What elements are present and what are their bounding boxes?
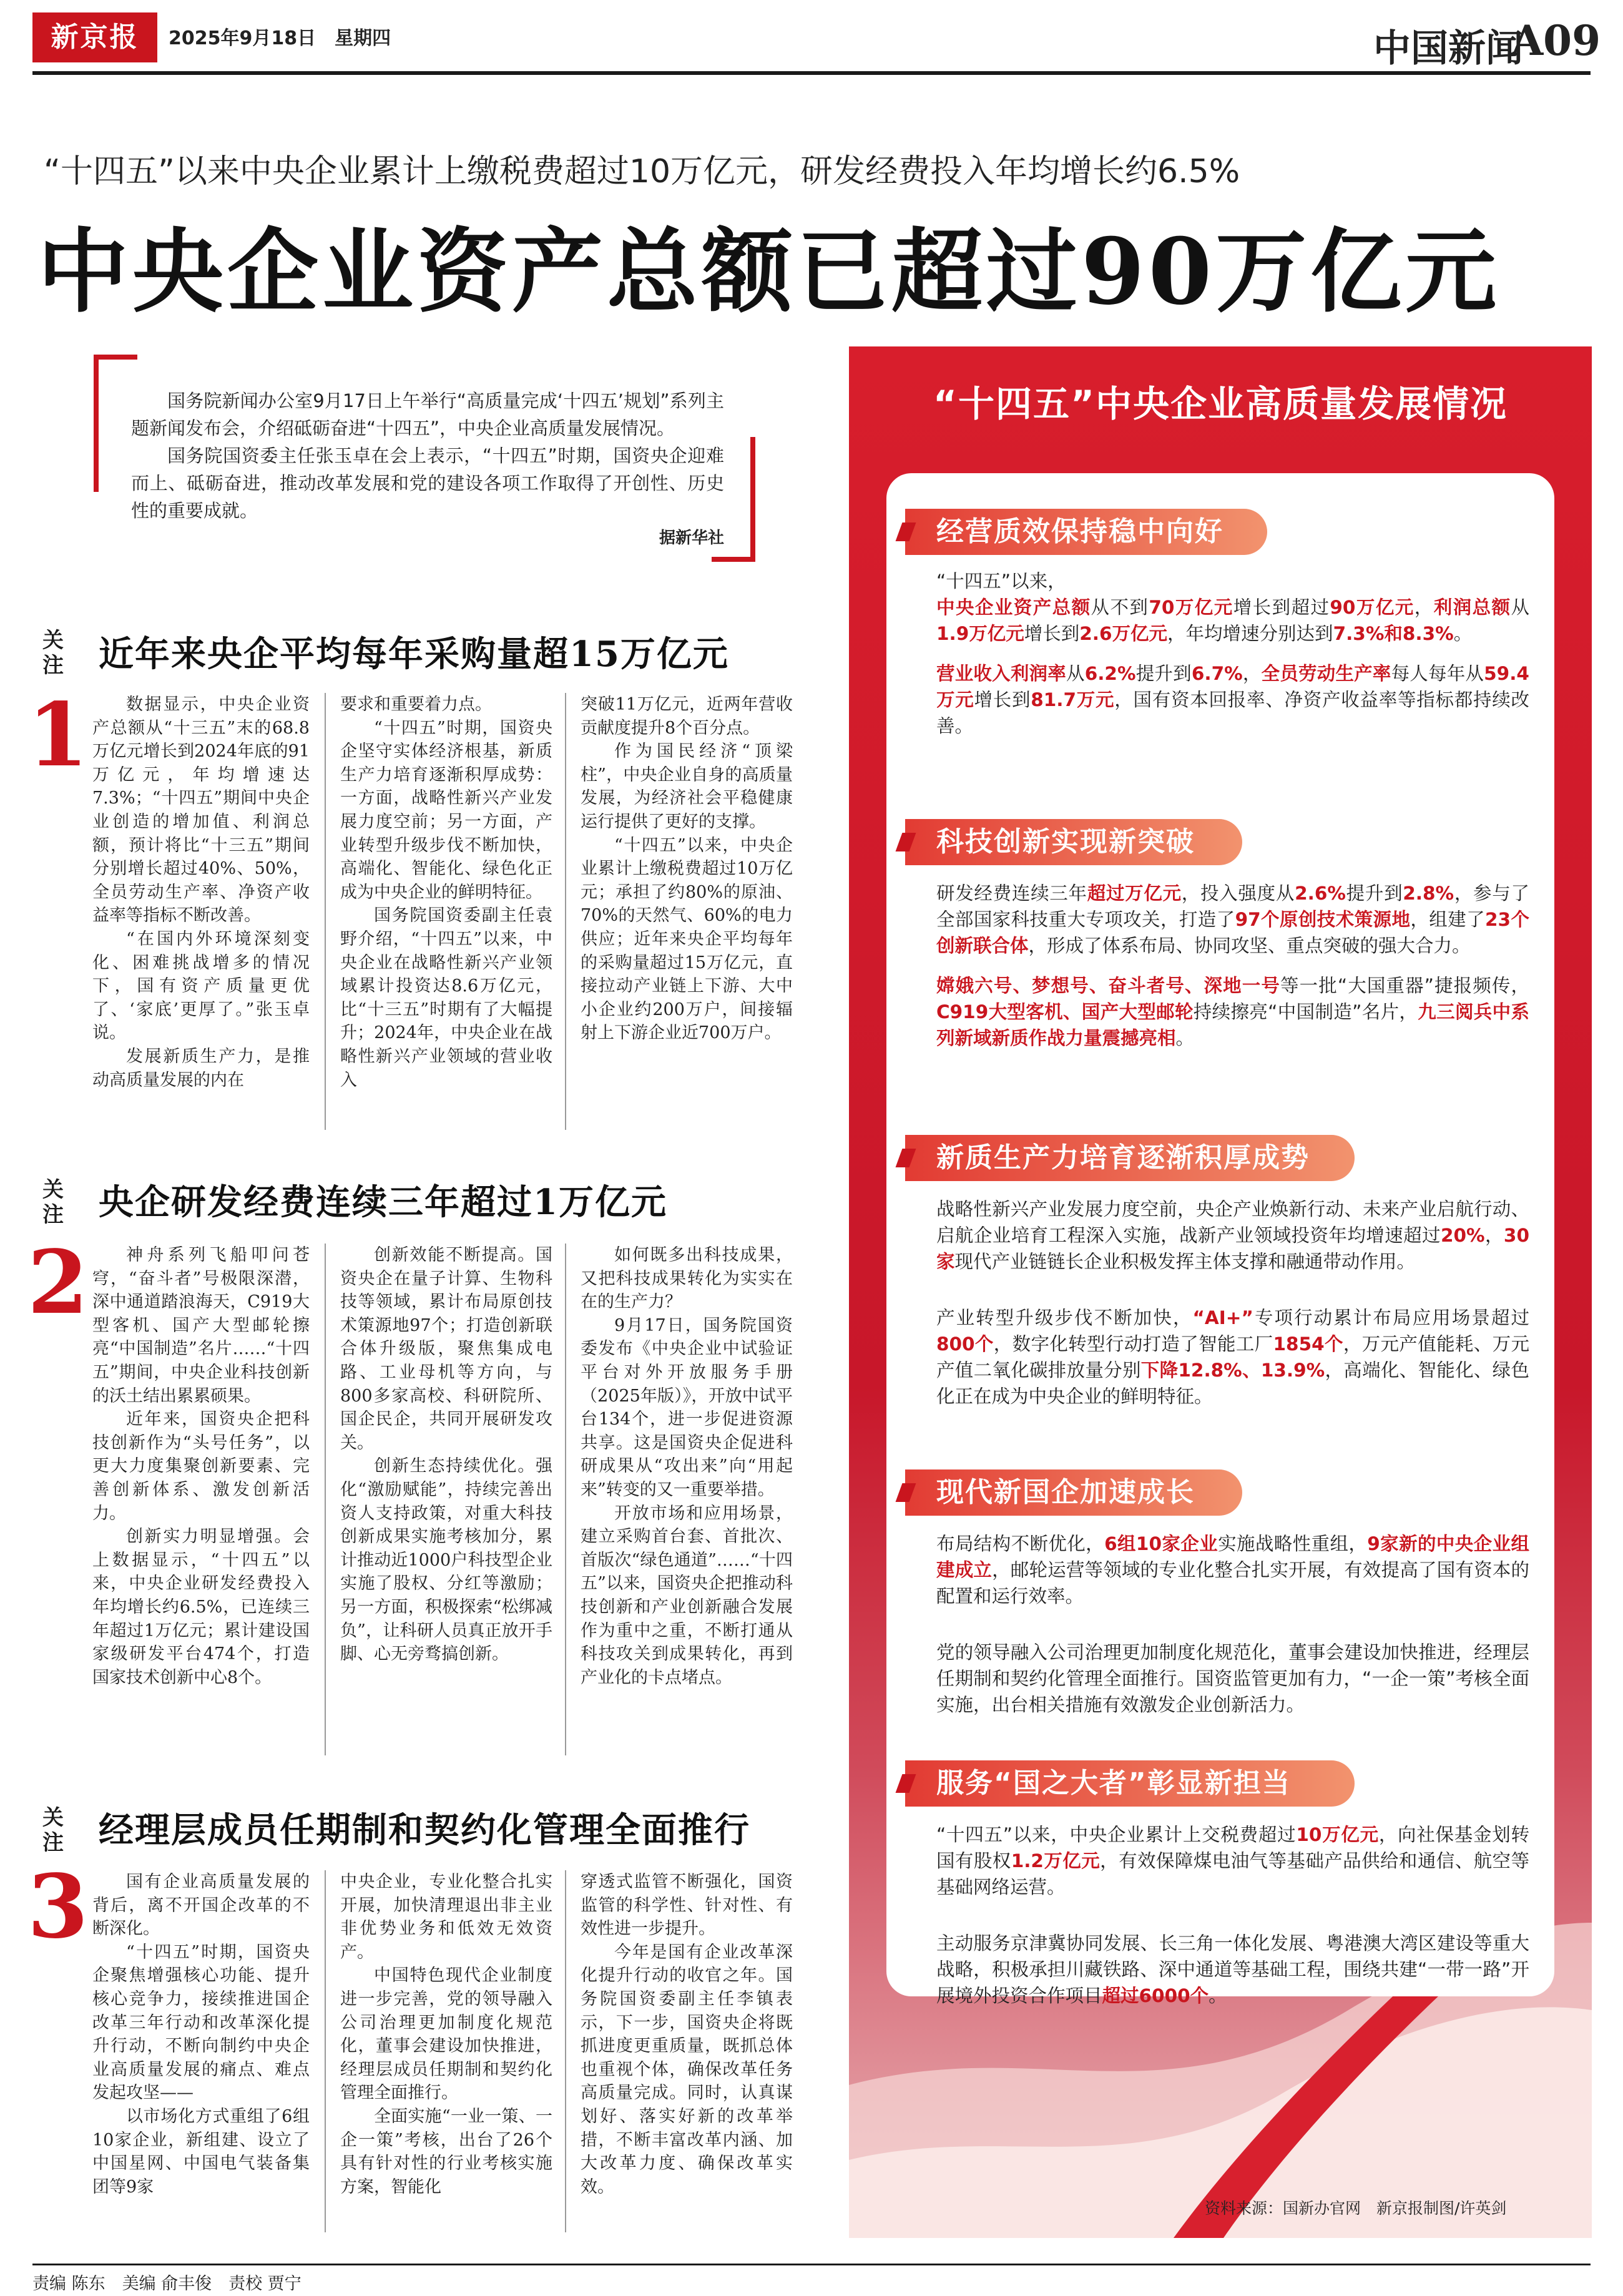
section-1-number: 1: [27, 684, 89, 787]
section-2-title: 央企研发经费连续三年超过1万亿元: [99, 1182, 667, 1223]
section-1-column-1: [92, 693, 310, 1092]
section-3-number: 3: [27, 1856, 89, 1958]
paragraph: 发展新质生产力，是推动高质量发展的内在: [92, 1046, 310, 1090]
section-3-column-2: [340, 1870, 552, 2199]
column-divider: [565, 693, 566, 1130]
section-2-column-3: [581, 1244, 793, 1689]
paragraph: 中央企业，专业化整合扎实开展，加快清理退出非主业非优势业务和低效无效资产。: [340, 1872, 552, 1962]
panel-box-1-heading: 经营质效保持稳中向好: [905, 509, 1267, 555]
column-divider: [325, 693, 326, 1130]
paragraph: “十四五”时期，国资央企聚焦增强核心功能、提升核心竞争力，接续推进国企改革三年行动和改革深化提升行动，不断向制约中央企业高质量发展的痛点、难点发起攻坚——: [92, 1942, 310, 2103]
paragraph: 全面实施“一业一策、一企一策”考核，出台了26个具有针对性的行业考核实施方案，智能化: [340, 2106, 552, 2197]
paragraph: 数据显示，中央企业资产总额从“十三五”末的68.8万亿元增长到2024年底的91万亿元，年均增速达7.3%；“十四五”期间中央企业创造的增加值、利润总额，预计将比“十三五”期间分别增长超过40%、50%，全员劳动生产率、净资产收益率等指标不断改善。: [92, 695, 310, 926]
panel-box-4-text: 布局结构不断优化，6组10家企业实施战略性重组，9家新的中央企业组建成立，邮轮运营等领域的专业化整合扎实开展，有效提高了国有资本的配置和运行效率。 党的领导融入公司治理更加制度化规范化，董事会建设加快推进，经理层任期制和契约化管理全面推行。国资监管更加有力，“一企一策”考核全面实施，出台相关措施有效激发企业创新活力。: [936, 1533, 1529, 1715]
section-3-title: 经理层成员任期制和契约化管理全面推行: [99, 1810, 750, 1851]
paragraph: 以市场化方式重组了6组10家企业，新组建、设立了中国星网、中国电气装备集团等9家: [92, 2106, 310, 2197]
section-1-title: 近年来央企平均每年采购量超15万亿元: [99, 634, 729, 675]
section-1-tag: 关注: [42, 628, 64, 678]
paragraph: 创新实力明显增强。会上数据显示，“十四五”以来，中央企业研发经费投入年均增长约6.5%，已连续三年超过1万亿元；累计建设国家级研发平台474个，打造国家技术创新中心8个。: [92, 1527, 310, 1687]
paragraph: 国有企业高质量发展的背后，离不开国企改革的不断深化。: [92, 1872, 310, 1939]
section-3-tag: 关注: [42, 1805, 64, 1855]
section-1-column-2: [340, 693, 552, 1092]
paragraph: 创新效能不断提高。国资央企在量子计算、生物科技等领域，累计布局原创技术策源地97个；打造创新联合体升级版，聚焦集成电路、工业母机等方向，与800多家高校、科研院所、国企民企，共同开展研发攻关。: [340, 1245, 552, 1453]
paragraph: “在国内外环境深刻变化、困难挑战增多的情况下，国有资产质量更优了、‘家底’更厚了。”张玉卓说。: [92, 929, 310, 1043]
column-divider: [565, 1870, 566, 2232]
panel-box-2-heading: 科技创新实现新突破: [905, 819, 1242, 865]
graphic-credits: 资料来源：国新办官网 新京报制图/许英剑: [1205, 2199, 1507, 2217]
lead-paragraph: [131, 387, 724, 552]
lead-source: 据新华社: [659, 529, 724, 547]
issue-date: 2025年9月18日 星期四: [169, 27, 391, 49]
section-3-column-3: [581, 1870, 793, 2199]
column-divider: [325, 1870, 326, 2232]
page-number: A09: [1511, 16, 1601, 65]
paragraph: “十四五”以来，中央企业累计上缴税费超过10万亿元；承担了约80%的原油、70%的天然气、60%的电力供应；近年来央企平均每年的采购量超过15万亿元，直接拉动产业链上下游、大中小企业约200万户，间接辐射上下游企业近700万户。: [581, 835, 793, 1043]
paragraph: 国务院国资委副主任袁野介绍，“十四五”以来，中央企业在战略性新兴产业领域累计投资达8.6万亿元，比“十三五”时期有了大幅提升；2024年，中央企业在战略性新兴产业领域的营业收入: [340, 906, 552, 1090]
section-name: 中国新闻: [1373, 27, 1523, 71]
bottom-divider: [32, 2264, 1591, 2265]
panel-box-5-heading: 服务“国之大者”彰显新担当: [905, 1760, 1355, 1807]
panel-title: “十四五”中央企业高质量发展情况: [933, 383, 1508, 425]
panel-box-4-heading: 现代新国企加速成长: [905, 1469, 1242, 1516]
subheadline: “十四五”以来中央企业累计上缴税费超过10万亿元，研发经费投入年均增长约6.5%: [44, 153, 1240, 190]
paragraph: 作为国民经济“顶梁柱”，中央企业自身的高质量发展，为经济社会平稳健康运行提供了更好的支撑。: [581, 742, 793, 832]
paragraph: 要求和重要着力点。: [340, 695, 492, 714]
lead-text-2: 国务院国资委主任张玉卓在会上表示，“十四五”时期，国资央企迎难而上、砥砺奋进，推动改革发展和党的建设各项工作取得了开创性、历史性的重要成就。: [131, 445, 724, 521]
panel-box-5-text: “十四五”以来，中央企业累计上交税费超过10万亿元，向社保基金划转国有股权1.2万亿元，有效保障煤电油气等基础产品供给和通信、航空等基础网络运营。 主动服务京津冀协同发展、长三角一体化发展、粤港澳大湾区建设等重大战略，积极承担川藏铁路、深中通道等基础工程，围绕共建“一带一路”开展境外投资合作项目超过6000个。: [936, 1824, 1529, 2006]
paragraph: “十四五”时期，国资央企坚守实体经济根基，新质生产力培育逐渐积厚成势：一方面，战略性新兴产业发展力度空前；另一方面，产业转型升级步伐不断加快，高端化、智能化、绿色化正成为中央企业的鲜明特征。: [340, 718, 552, 902]
editor-credits: 责编 陈东 美编 俞丰俊 责校 贾宁: [32, 2274, 302, 2294]
main-headline: 中央企业资产总额已超过90万亿元: [37, 218, 1501, 325]
panel-box-2-text: 研发经费连续三年超过万亿元，投入强度从2.6%提升到2.8%，参与了全部国家科技重大专项攻关，打造了97个原创技术策源地，组建了23个创新联合体，形成了体系布局、协同攻坚、重点突破的强大合力。 嫦娥六号、梦想号、奋斗者号、深地一号等一批“大国重器”捷报频传，C919大型客机、国产大型邮轮持续擦亮“中国制造”名片，九三阅兵中系列新域新质作战力量震撼亮相。: [936, 883, 1529, 1049]
paragraph: 穿透式监管不断强化，国资监管的科学性、针对性、有效性进一步提升。: [581, 1872, 793, 1939]
paragraph: 近年来，国资央企把科技创新作为“头号任务”，以更大力度集聚创新要素、完善创新体系、激发创新活力。: [92, 1410, 310, 1523]
paragraph: 开放市场和应用场景，建立采购首台套、首批次、首版次“绿色通道”……“十四五”以来，国资央企把推动科技创新和产业创新融合发展作为重中之重，不断打通从科技攻关到成果转化，再到产业化的卡点堵点。: [581, 1503, 793, 1687]
paragraph: 今年是国有企业改革深化提升行动的收官之年。国务院国资委副主任李镇表示，下一步，国资央企将既抓进度更重质量，既抓总体也重视个体，确保改革任务高质量完成。同时，认真谋划好、落实好新的改革举措，不断丰富改革内涵、加大改革力度、确保改革实效。: [581, 1942, 793, 2197]
section-1-column-3: [581, 693, 793, 1045]
paragraph: 9月17日，国务院国资委发布《中央企业中试验证平台对外开放服务手册（2025年版）》，开放中试平台134个，进一步促进资源共享。这是国资央企促进科研成果从“攻出来”向“用起来”转变的又一重要举措。: [581, 1315, 793, 1499]
paragraph: 中国特色现代企业制度进一步完善，党的领导融入公司治理更加制度化规范化，董事会建设加快推进，经理层成员任期制和契约化管理全面推行。: [340, 1966, 552, 2103]
paragraph: 如何既多出科技成果，又把科技成果转化为实实在在的生产力？: [581, 1245, 793, 1312]
section-3-column-1: [92, 1870, 310, 2199]
section-2-column-2: [340, 1244, 552, 1666]
lead-text-1: 国务院新闻办公室9月17日上午举行“高质量完成‘十四五’规划”系列主题新闻发布会，介绍砥砺奋进“十四五”，中央企业高质量发展情况。: [131, 390, 724, 439]
column-divider: [565, 1244, 566, 1755]
panel-box-1-text: “十四五”以来， 中央企业资产总额从不到70万亿元增长到超过90万亿元，利润总额从1.9万亿元增长到2.6万亿元，年均增速分别达到7.3%和8.3%。 营业收入利润率从6.2%提升到6.7%，全员劳动生产率每人每年从59.4万元增长到81.7万元，国有资本回报率、净资产收益率等指标都持续改善。: [936, 571, 1529, 737]
section-2-number: 2: [27, 1232, 89, 1334]
panel-box-3-heading: 新质生产力培育逐渐积厚成势: [905, 1135, 1355, 1181]
top-divider: [32, 71, 1591, 75]
paragraph: 创新生态持续优化。强化“激励赋能”，持续完善出资人支持政策，对重大科技创新成果实施考核加分，累计推动近1000户科技型企业实施了股权、分红等激励；另一方面，积极探索“松绑减负”，让科研人员真正放开手脚、心无旁骛搞创新。: [340, 1456, 552, 1664]
column-divider: [325, 1244, 326, 1755]
paragraph: 突破11万亿元，近两年营收贡献度提升8个百分点。: [581, 695, 793, 738]
section-2-column-1: [92, 1244, 310, 1689]
newspaper-logo: 新京报: [32, 12, 157, 62]
paragraph: 神舟系列飞船叩问苍穹，“奋斗者”号极限深潜，深中通道踏浪海天，C919大型客机、国产大型邮轮擦亮“中国制造”名片……“十四五”期间，中央企业科技创新的沃土结出累累硕果。: [92, 1245, 310, 1406]
panel-box-3-text: 战略性新兴产业发展力度空前，央企产业焕新行动、未来产业启航行动、启航企业培育工程深入实施，战新产业领域投资年均增速超过20%，30家现代产业链链长企业积极发挥主体支撑和融通带动作用。 产业转型升级步伐不断加快，“AI+”专项行动累计布局应用场景超过800个，数字化转型行动打造了智能工厂1854个，万元产值能耗、万元产值二氧化碳排放量分别下降12.8%、13.9%，高端化、智能化、绿色化正在成为中央企业的鲜明特征。: [936, 1199, 1529, 1407]
section-2-tag: 关注: [42, 1177, 64, 1227]
